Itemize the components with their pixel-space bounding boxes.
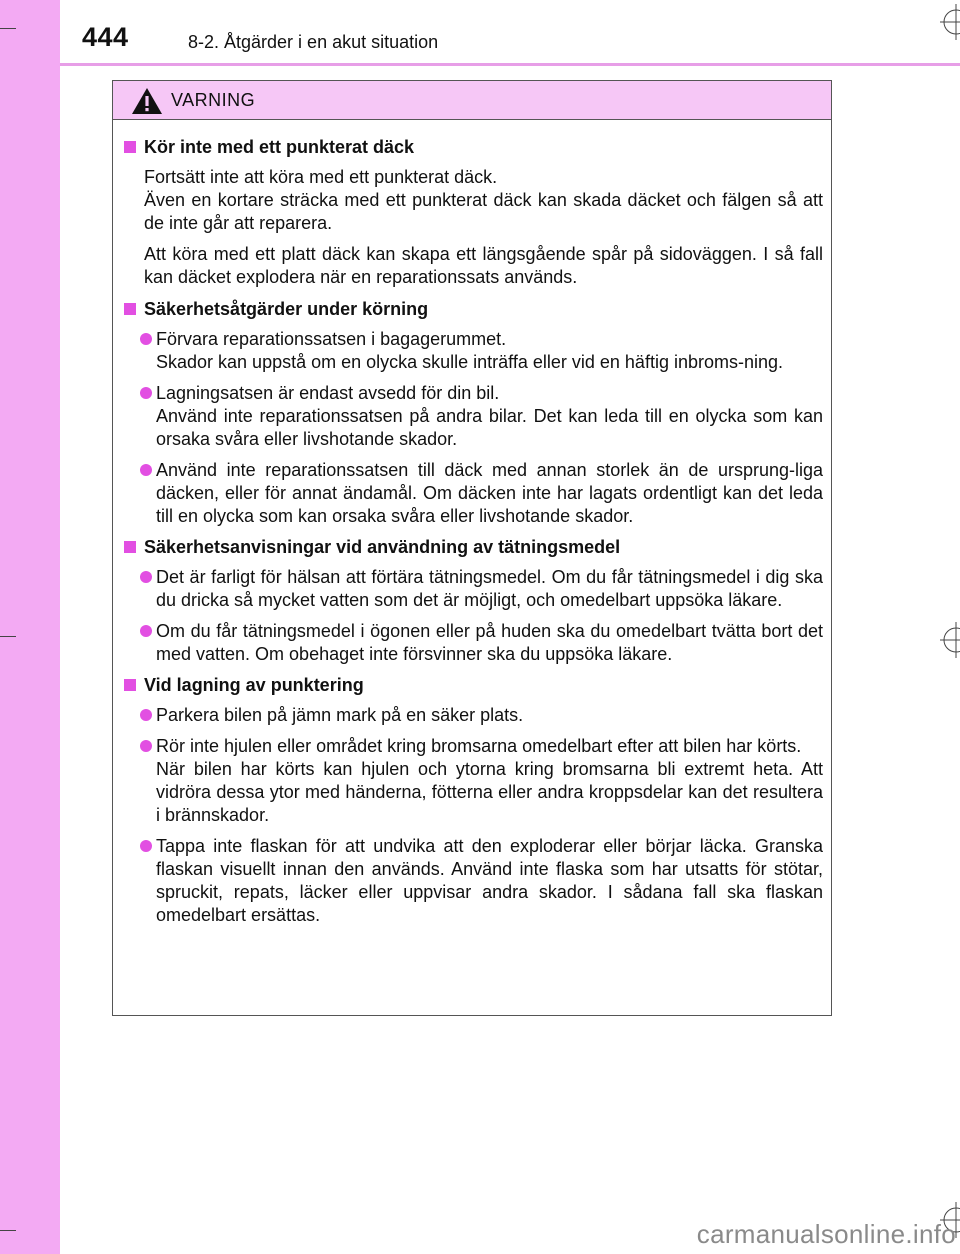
bullet-line: Använd inte reparationssatsen till däck med annan storlek än de ursprung-liga däcken, eller för annat ändamål. Om däcken inte har lagats ordentligt kan det leda till en olycka som kan orsaka svåra eller livshotande skador.	[156, 460, 823, 526]
circle-bullet-icon	[140, 387, 152, 399]
square-bullet-icon	[124, 141, 136, 153]
circle-bullet-icon	[140, 625, 152, 637]
section-title: 8-2. Åtgärder i en akut situation	[188, 32, 439, 52]
section-heading-text: Säkerhetsanvisningar vid användning av tätningsmedel	[144, 537, 621, 557]
bullet-item	[123, 620, 823, 666]
bullet-line: Lagningsatsen är endast avsedd för din bil.	[156, 383, 500, 403]
square-bullet-icon	[124, 303, 136, 315]
section-heading	[123, 536, 823, 559]
bullet-item	[123, 735, 823, 827]
registration-mark-top-icon	[930, 2, 960, 42]
warning-box	[112, 80, 832, 1016]
crop-tick-left-top	[0, 28, 16, 29]
paragraph-line: Fortsätt inte att köra med ett punkterat däck.	[144, 167, 498, 187]
bullet-item	[123, 459, 823, 528]
warning-triangle-icon	[131, 87, 163, 115]
warning-label: VARNING	[171, 90, 256, 110]
paragraph-line: Även en kortare sträcka med ett punkterat däck kan skada däcket och fälgen så att de inte går att reparera.	[144, 190, 823, 233]
circle-bullet-icon	[140, 740, 152, 752]
bullet-item	[123, 704, 823, 727]
bullet-line: Skador kan uppstå om en olycka skulle inträffa eller vid en häftig inbroms-ning.	[156, 352, 784, 372]
page-number: 444	[82, 22, 129, 52]
crop-tick-left-bottom	[0, 1230, 16, 1231]
left-color-strip	[0, 0, 60, 1254]
bullet-line: Rör inte hjulen eller området kring bromsarna omedelbart efter att bilen har körts.	[156, 736, 802, 756]
bullet-item	[123, 382, 823, 451]
section-heading-text: Vid lagning av punktering	[144, 675, 364, 695]
paragraph	[123, 166, 823, 235]
section-heading-text: Säkerhetsåtgärder under körning	[144, 299, 429, 319]
bullet-line: Parkera bilen på jämn mark på en säker plats.	[156, 705, 524, 725]
paragraph	[123, 243, 823, 289]
section-heading	[123, 674, 823, 697]
circle-bullet-icon	[140, 464, 152, 476]
bullet-item	[123, 835, 823, 927]
square-bullet-icon	[124, 679, 136, 691]
bullet-line: När bilen har körts kan hjulen och ytorna kring bromsarna bli extremt heta. Att vidröra dessa ytor med händerna, fötterna eller andra kroppsdelar kan det resultera i brännskador.	[156, 759, 823, 825]
bullet-item	[123, 566, 823, 612]
bullet-line: Det är farligt för hälsan att förtära tätningsmedel. Om du får tätningsmedel i dig ska du dricka så mycket vatten som det är möjligt, och omedelbart uppsöka läkare.	[156, 567, 823, 610]
page-header	[60, 0, 960, 64]
crop-tick-left-middle	[0, 636, 16, 637]
circle-bullet-icon	[140, 709, 152, 721]
circle-bullet-icon	[140, 840, 152, 852]
square-bullet-icon	[124, 541, 136, 553]
bullet-line: Tappa inte flaskan för att undvika att den exploderar eller börjar läcka. Granska flaskan visuellt innan den används. Använd inte flaska som har utsatts för stötar, spruckit, repats, läcker eller uppvisar andra skador. I sådana fall ska flaskan omedelbart ersättas.	[156, 836, 823, 925]
circle-bullet-icon	[140, 571, 152, 583]
warning-content	[113, 120, 831, 927]
header-rule	[60, 63, 960, 66]
registration-mark-middle-icon	[930, 620, 960, 660]
section-heading	[123, 298, 823, 321]
circle-bullet-icon	[140, 333, 152, 345]
section-heading	[123, 136, 823, 159]
bullet-line: Förvara reparationssatsen i bagagerummet.	[156, 329, 507, 349]
paragraph-line: Att köra med ett platt däck kan skapa ett längsgående spår på sidoväggen. I så fall kan däcket explodera när en reparationssats används.	[144, 244, 823, 287]
bullet-line: Använd inte reparationssatsen på andra bilar. Det kan leda till en olycka som kan orsaka svåra eller livshotande skador.	[156, 406, 823, 449]
bullet-line: Om du får tätningsmedel i ögonen eller på huden ska du omedelbart tvätta bort det med vatten. Om obehaget inte försvinner ska du uppsöka läkare.	[156, 621, 823, 664]
warning-header	[113, 81, 831, 120]
section-heading-text: Kör inte med ett punkterat däck	[144, 137, 415, 157]
bullet-item	[123, 328, 823, 374]
watermark: carmanualsonline.info	[696, 1219, 956, 1249]
